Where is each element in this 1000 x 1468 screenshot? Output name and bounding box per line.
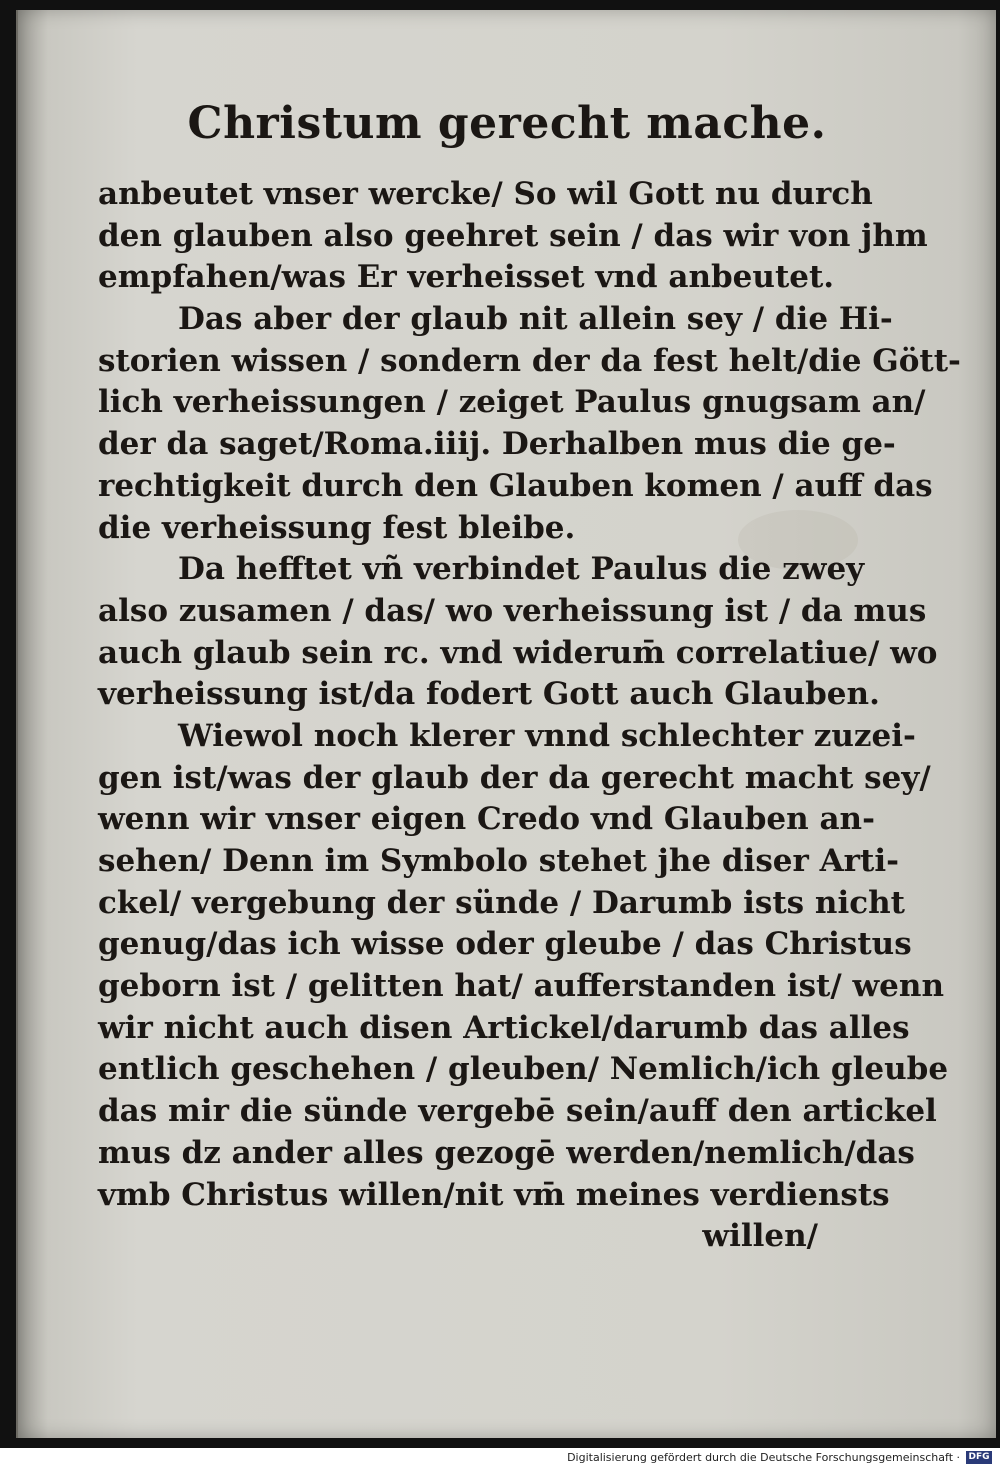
text-line: empfahen/was Er verheisset vnd anbeutet. bbox=[98, 259, 835, 296]
text-line: entlich geschehen / gleuben/ Nemlich/ich gleube bbox=[98, 1051, 949, 1088]
funding-notice: Digitalisierung gefördert durch die Deutsche Forschungsgemeinschaft · bbox=[567, 1451, 960, 1464]
text-line: wenn wir vnser eigen Credo vnd Glauben an- bbox=[98, 801, 875, 838]
text-line: Das aber der glaub nit allein sey / die Hi- bbox=[178, 301, 893, 338]
text-line: anbeutet vnser wercke/ So wil Gott nu durch bbox=[98, 176, 873, 212]
text-line: das mir die sünde vergebē sein/auff den artickel bbox=[98, 1093, 937, 1130]
text-line: ckel/ vergebung der sünde / Darumb ists nicht bbox=[98, 884, 905, 921]
text-line: storien wissen / sondern der da fest helt/die Gött- bbox=[98, 342, 961, 379]
text-line: sehen/ Denn im Symbolo stehet jhe diser Arti- bbox=[98, 843, 899, 879]
text-line: vmb Christus willen/nit vm̄ meines verdiensts bbox=[98, 1176, 890, 1213]
text-line: die verheissung fest bleibe. bbox=[98, 509, 576, 546]
text-line: verheissung ist/da fodert Gott auch Glauben. bbox=[98, 676, 880, 713]
text-line: der da saget/Roma.iiij. Derhalben mus die ge- bbox=[98, 426, 896, 463]
text-line: also zusamen / das/ wo verheissung ist / da mus bbox=[98, 592, 927, 629]
text-line: geborn ist / gelitten hat/ aufferstanden ist/ wenn bbox=[98, 968, 944, 1005]
text-line: mus dz ander alles gezogē werden/nemlich/das bbox=[98, 1134, 915, 1171]
text-line: den glauben also geehret sein / das wir von jhm bbox=[98, 217, 928, 254]
dfg-logo: DFG bbox=[966, 1451, 992, 1464]
text-line: lich verheissungen / zeiget Paulus gnugsam an/ bbox=[98, 384, 926, 421]
text-line: willen/ bbox=[702, 1218, 818, 1255]
text-line: auch glaub sein rc. vnd widerum̄ correlatiue/ wo bbox=[98, 634, 938, 671]
book-page bbox=[16, 10, 996, 1438]
running-head: Christum gerecht mache. bbox=[187, 98, 827, 149]
text-line: rechtigkeit durch den Glauben komen / auff das bbox=[98, 467, 933, 504]
text-line: Da hefftet vñ verbindet Paulus die zwey bbox=[178, 551, 865, 588]
text-line: Wiewol noch klerer vnnd schlechter zuzei- bbox=[178, 717, 916, 754]
text-line: genug/das ich wisse oder gleube / das Christus bbox=[98, 926, 912, 963]
body-text bbox=[98, 174, 961, 1258]
text-line: gen ist/was der glaub der da gerecht macht sey/ bbox=[98, 759, 931, 796]
footer-bar bbox=[0, 1448, 1000, 1468]
text-line: wir nicht auch disen Artickel/darumb das alles bbox=[98, 1009, 910, 1046]
